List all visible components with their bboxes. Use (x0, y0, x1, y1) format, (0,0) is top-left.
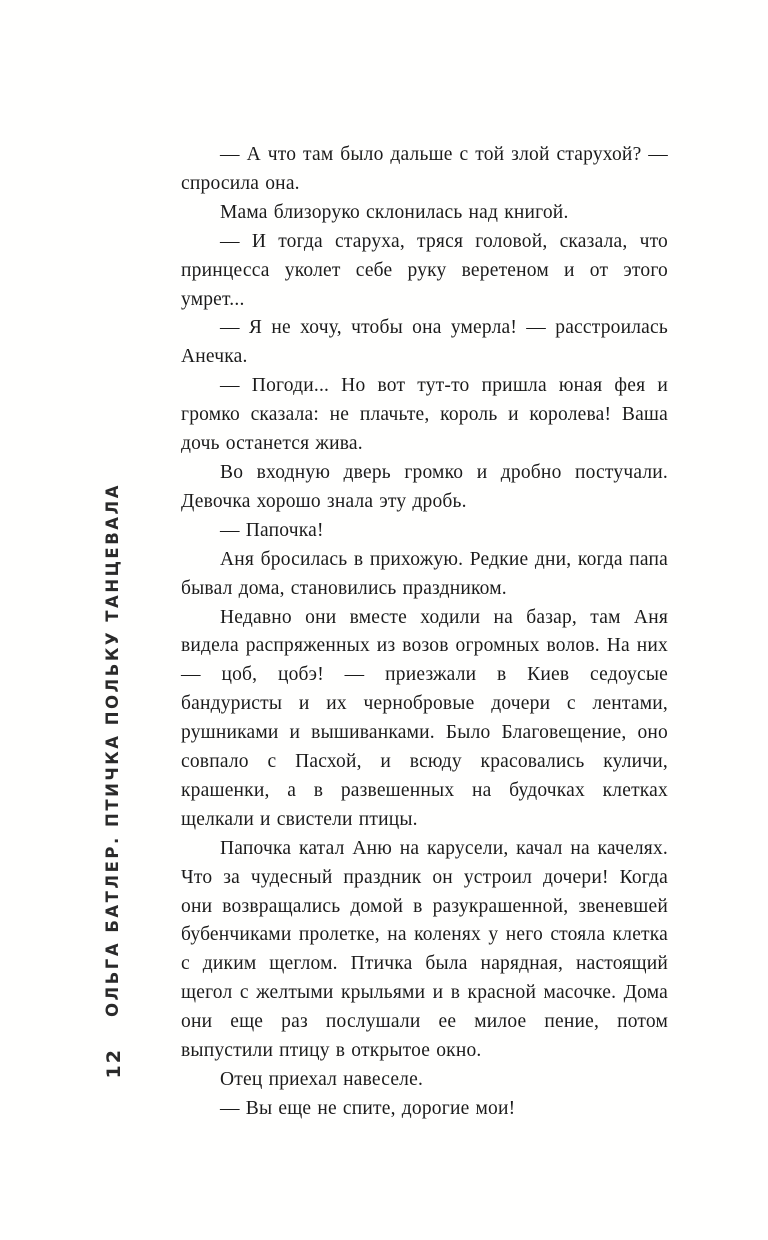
paragraph: Недавно они вместе ходили на базар, там Аня видела распряженных из возов огромных волов. На них — цоб, цобэ! — приезжали в Киев седоусые бандуристы и их чернобровые дочери с лентами, рушниками и вышиванками. Было Благовещение, оно совпало с Пасхой, и всюду красовались куличи, крашенки, а в развешенных на будочках клетках щелкали и свистели птицы. (181, 606, 668, 830)
page-number: 12 (103, 1048, 125, 1079)
paragraph: Мама близоруко склонилась над книгой. (220, 201, 569, 223)
paragraph: — А что там было дальше с той злой старухой? — спросила она. (181, 144, 668, 194)
paragraph: Во входную дверь громко и дробно постучали. Девочка хорошо знала эту дробь. (181, 461, 668, 512)
paragraph: — И тогда старуха, тряся головой, сказала, что принцесса уколет себе руку веретеном и от этого умрет... (181, 230, 668, 310)
paragraph: — Папочка! (220, 519, 324, 541)
paragraph: Папочка катал Аню на карусели, качал на качелях. Что за чудесный праздник он устроил дочери! Когда они возвращались домой в разукрашенной, звеневшей бубенчиками пролетке, на коленях у него стояла клетка с диким щеглом. Птичка была нарядная, настоящий щегол с желтыми крыльями и в красной масочке. Дома они еще раз послушали ее милое пение, потом выпустили птицу в открытое окно. (181, 837, 668, 1062)
paragraph: — Погоди... Но вот тут-то пришла юная фея и громко сказала: не плачьте, король и королева! Ваша дочь останется жива. (181, 375, 668, 455)
paragraph: Аня бросилась в прихожую. Редкие дни, когда папа бывал дома, становились праздником. (181, 548, 668, 599)
paragraph: — Я не хочу, чтобы она умерла! — расстроилась Анечка. (181, 317, 668, 368)
paragraph: Отец приехал навеселе. (220, 1069, 424, 1090)
paragraph: — Вы еще не спите, дорогие мои! (220, 1097, 516, 1119)
page-text (181, 141, 668, 1124)
spine-title: ОЛЬГА БАТЛЕР. ПТИЧКА ПОЛЬКУ ТАНЦЕВАЛА (103, 482, 122, 1017)
